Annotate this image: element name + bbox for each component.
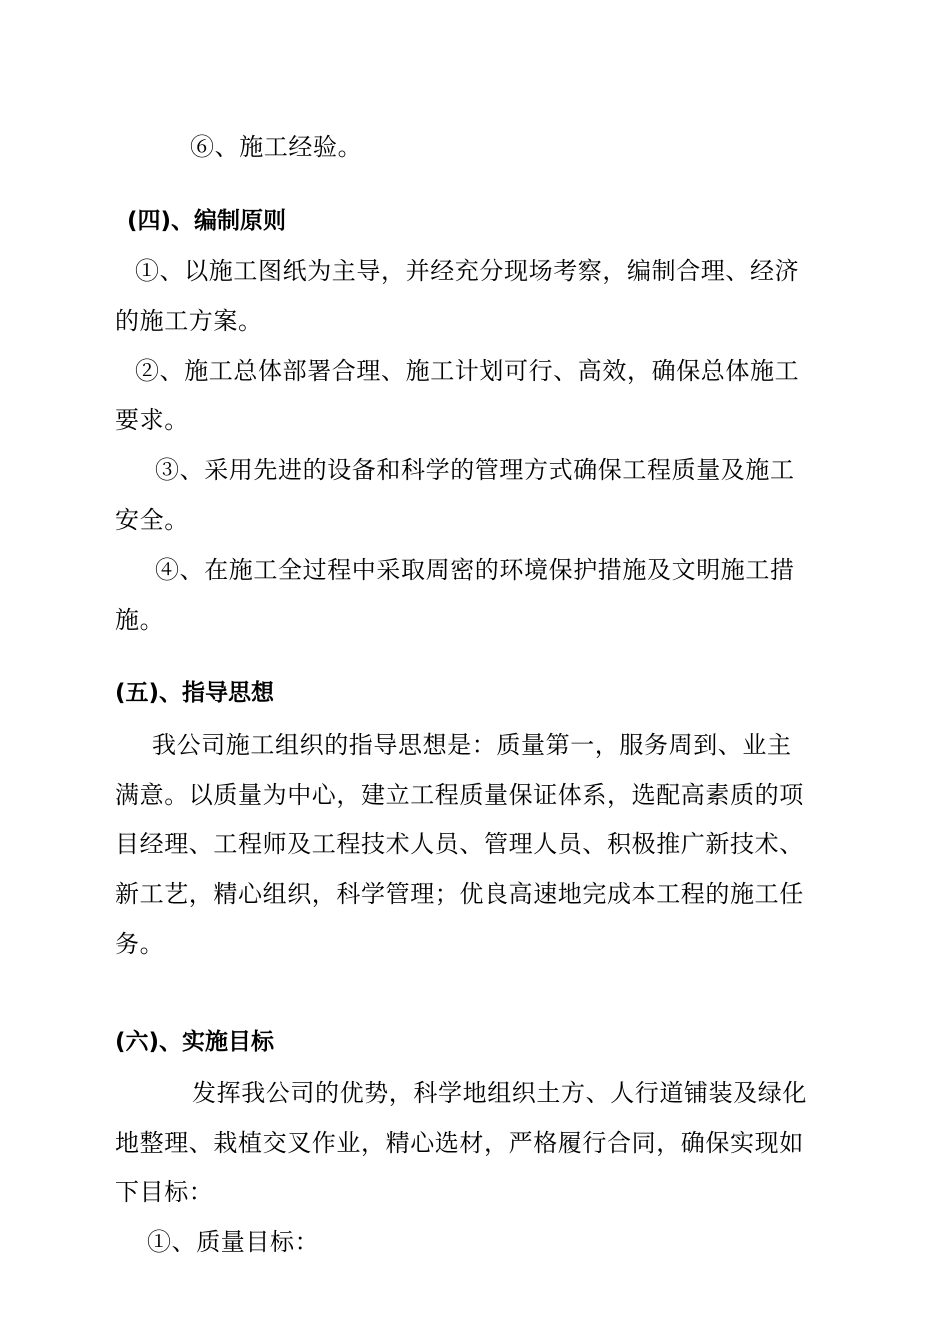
section-heading-guiding-ideology: (五)、指导思想 bbox=[115, 680, 275, 706]
paragraph-line: 满意。以质量为中心，建立工程质量保证体系，选配高素质的项 bbox=[115, 781, 804, 809]
paragraph-line: ④、在施工全过程中采取周密的环境保护措施及文明施工措 bbox=[155, 556, 795, 584]
section-heading-principles: (四)、编制原则 bbox=[127, 208, 287, 234]
paragraph-line: ③、采用先进的设备和科学的管理方式确保工程质量及施工 bbox=[155, 456, 795, 484]
paragraph-line: 我公司施工组织的指导思想是：质量第一，服务周到、业主 bbox=[152, 731, 792, 759]
paragraph-line: 务。 bbox=[115, 930, 165, 958]
paragraph-line: 要求。 bbox=[115, 406, 189, 434]
paragraph-line: 目经理、工程师及工程技术人员、管理人员、积极推广新技术、 bbox=[115, 830, 804, 858]
list-item-experience: ⑥、施工经验。 bbox=[190, 133, 363, 161]
paragraph-line: ①、以施工图纸为主导，并经充分现场考察，编制合理、经济 bbox=[135, 257, 800, 285]
list-item-quality-goal: ①、质量目标： bbox=[147, 1228, 320, 1256]
paragraph-line: 安全。 bbox=[115, 506, 189, 534]
paragraph-line: 发挥我公司的优势，科学地组织土方、人行道铺装及绿化 bbox=[192, 1079, 807, 1107]
section-heading-objectives: (六)、实施目标 bbox=[115, 1029, 275, 1055]
paragraph-line: 的施工方案。 bbox=[115, 307, 263, 335]
paragraph-line: 下目标： bbox=[115, 1178, 214, 1206]
paragraph-line: 地整理、栽植交叉作业，精心选材，严格履行合同，确保实现如 bbox=[115, 1129, 804, 1157]
paragraph-line: ②、施工总体部署合理、施工计划可行、高效，确保总体施工 bbox=[135, 357, 800, 385]
paragraph-line: 新工艺，精心组织，科学管理；优良高速地完成本工程的施工任 bbox=[115, 880, 804, 908]
paragraph-line: 施。 bbox=[115, 606, 165, 634]
